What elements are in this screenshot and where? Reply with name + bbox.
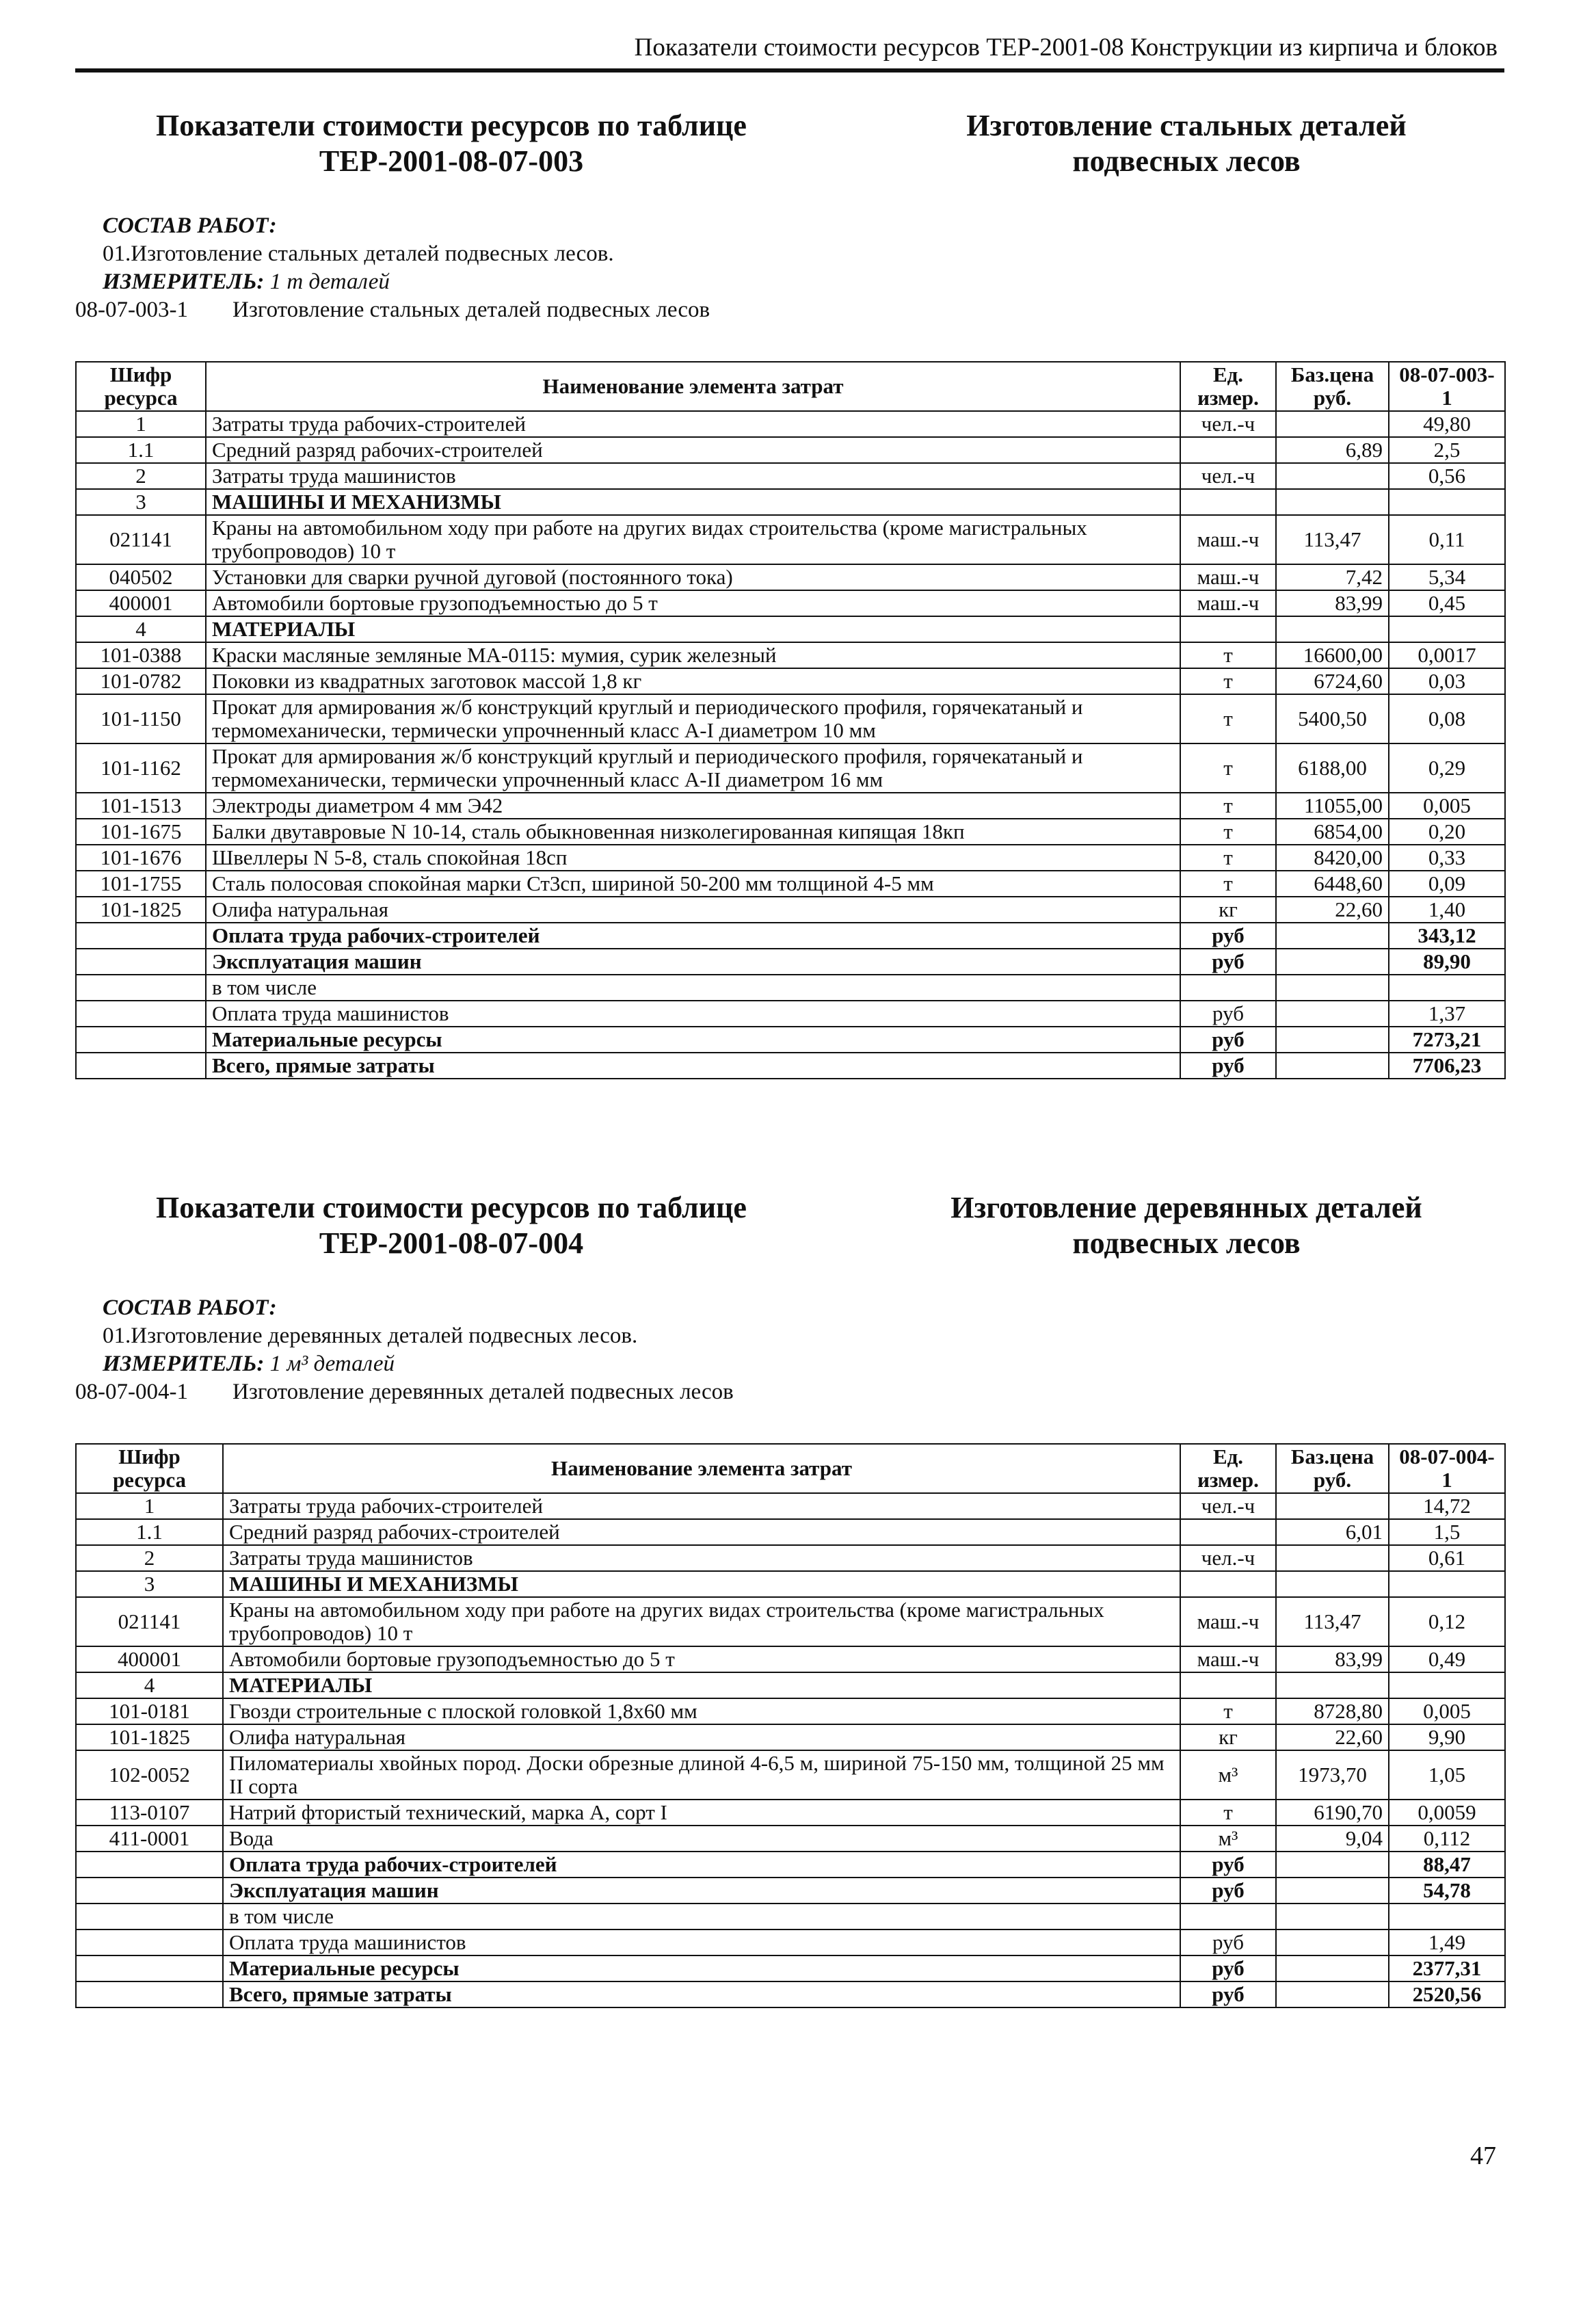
section-08-07-004	[75, 1190, 1504, 2008]
table-row: 102-0052 Пиломатериалы хвойных пород. Доски обрезные длиной 4-6,5 м, шириной 75-150 мм, толщиной 25 мм II сорта м³ 1973,70 1,05	[76, 1750, 1505, 1800]
header-rule	[75, 68, 1504, 73]
table-row: 101-1675 Балки двутавровые N 10-14, сталь обыкновенная низколегированная кипящая 18кп т 6854,00 0,20	[76, 819, 1505, 845]
section-subtitle: Изготовление стальных деталей подвесных лесов	[966, 109, 1407, 178]
summary-row: Эксплуатация машин руб 89,90	[76, 949, 1505, 975]
table-row: 101-1150 Прокат для армирования ж/б конструкций круглый и периодического профиля, горячекатаный и термомеханически, термически упрочненный класс А-I диаметром 10 мм т 5400,50 0,08	[76, 694, 1505, 743]
group-row: 3 МАШИНЫ И МЕХАНИЗМЫ	[76, 489, 1505, 515]
position-line: 08-07-004-1 Изготовление деревянных деталей подвесных лесов	[75, 1380, 734, 1404]
table-header-row	[76, 1444, 1505, 1493]
summary-row: в том числе	[76, 975, 1505, 1001]
work-composition	[75, 1294, 1504, 1406]
summary-row: Материальные ресурсы руб 2377,31	[76, 1955, 1505, 1981]
section-subtitle: Изготовление деревянных деталей подвесных лесов	[950, 1191, 1422, 1260]
table-row: 101-1825 Олифа натуральная кг 22,60 9,90	[76, 1724, 1505, 1750]
col-unit: Ед. измер.	[1180, 1444, 1276, 1493]
table-row: 1 Затраты труда рабочих-строителей чел.-ч 14,72	[76, 1493, 1505, 1519]
composition-label: СОСТАВ РАБОТ:	[103, 213, 277, 238]
table-row: 1 Затраты труда рабочих-строителей чел.-ч 49,80	[76, 411, 1505, 437]
table-row: 1.1 Средний разряд рабочих-строителей 6,01 1,5	[76, 1519, 1505, 1545]
col-code: Шифр ресурса	[76, 1444, 223, 1493]
table-row: 400001 Автомобили бортовые грузоподъемностью до 5 т маш.-ч 83,99 0,45	[76, 590, 1505, 616]
measure-line: ИЗМЕРИТЕЛЬ: 1 т деталей	[103, 269, 390, 294]
table-row: 1.1 Средний разряд рабочих-строителей 6,89 2,5	[76, 437, 1505, 463]
summary-row: Оплата труда машинистов руб 1,37	[76, 1001, 1505, 1027]
table-row: 040502 Установки для сварки ручной дуговой (постоянного тока) маш.-ч 7,42 5,34	[76, 564, 1505, 590]
col-name: Наименование элемента затрат	[206, 362, 1180, 411]
resource-table	[75, 361, 1506, 1079]
group-row: 4 МАТЕРИАЛЫ	[76, 616, 1505, 642]
table-header-row	[76, 362, 1505, 411]
resource-table	[75, 1443, 1506, 2008]
summary-row: Оплата труда рабочих-строителей руб 343,12	[76, 923, 1505, 949]
col-norm: 08-07-003-1	[1389, 362, 1505, 411]
composition-label: СОСТАВ РАБОТ:	[103, 1295, 277, 1320]
table-row: 101-0181 Гвозди строительные с плоской головкой 1,8х60 мм т 8728,80 0,005	[76, 1698, 1505, 1724]
group-row: 3 МАШИНЫ И МЕХАНИЗМЫ	[76, 1571, 1505, 1597]
table-row: 411-0001 Вода м³ 9,04 0,112	[76, 1826, 1505, 1852]
table-row: 101-0782 Поковки из квадратных заготовок массой 1,8 кг т 6724,60 0,03	[76, 668, 1505, 694]
table-row: 101-1825 Олифа натуральная кг 22,60 1,40	[76, 897, 1505, 923]
section-title: Показатели стоимости ресурсов по таблице ТЕР-2001-08-07-003	[156, 109, 747, 178]
running-header: Показатели стоимости ресурсов ТЕР-2001-08 Конструкции из кирпича и блоков	[634, 34, 1498, 62]
composition-text: 01.Изготовление стальных деталей подвесных лесов.	[103, 241, 614, 266]
summary-row: в том числе	[76, 1904, 1505, 1930]
composition-text: 01.Изготовление деревянных деталей подвесных лесов.	[103, 1323, 638, 1348]
col-name: Наименование элемента затрат	[223, 1444, 1180, 1493]
table-row: 2 Затраты труда машинистов чел.-ч 0,61	[76, 1545, 1505, 1571]
summary-row: Эксплуатация машин руб 54,78	[76, 1878, 1505, 1904]
table-row: 101-1755 Сталь полосовая спокойная марки Ст3сп, шириной 50-200 мм толщиной 4-5 мм т 6448,60 0,09	[76, 871, 1505, 897]
summary-row: Всего, прямые затраты руб 2520,56	[76, 1981, 1505, 2007]
col-norm: 08-07-004-1	[1389, 1444, 1505, 1493]
table-row: 113-0107 Натрий фтористый технический, марка А, сорт I т 6190,70 0,0059	[76, 1800, 1505, 1826]
table-row: 101-1676 Швеллеры N 5-8, сталь спокойная 18сп т 8420,00 0,33	[76, 845, 1505, 871]
measure-line: ИЗМЕРИТЕЛЬ: 1 м³ деталей	[103, 1352, 395, 1376]
table-row: 400001 Автомобили бортовые грузоподъемностью до 5 т маш.-ч 83,99 0,49	[76, 1646, 1505, 1672]
col-code: Шифр ресурса	[76, 362, 206, 411]
summary-row: Оплата труда машинистов руб 1,49	[76, 1930, 1505, 1955]
table-row: 2 Затраты труда машинистов чел.-ч 0,56	[76, 463, 1505, 489]
table-row: 101-1162 Прокат для армирования ж/б конструкций круглый и периодического профиля, горячекатаный и термомеханически, термически упрочненный класс А-II диаметром 16 мм т 6188,00 0,29	[76, 743, 1505, 793]
section-08-07-003	[75, 108, 1504, 1079]
position-line: 08-07-003-1 Изготовление стальных деталей подвесных лесов	[75, 298, 710, 322]
col-unit: Ед. измер.	[1180, 362, 1276, 411]
table-row: 101-0388 Краски масляные земляные МА-0115: мумия, сурик железный т 16600,00 0,0017	[76, 642, 1505, 668]
col-price: Баз.цена руб.	[1276, 362, 1389, 411]
section-title: Показатели стоимости ресурсов по таблице ТЕР-2001-08-07-004	[156, 1191, 747, 1260]
summary-row: Всего, прямые затраты руб 7706,23	[76, 1053, 1505, 1079]
table-row: 021141 Краны на автомобильном ходу при работе на других видах строительства (кроме магистральных трубопроводов) 10 т маш.-ч 113,47 0,11	[76, 515, 1505, 564]
table-row: 101-1513 Электроды диаметром 4 мм Э42 т 11055,00 0,005	[76, 793, 1505, 819]
page-number: 47	[1470, 2142, 1496, 2170]
col-price: Баз.цена руб.	[1276, 1444, 1389, 1493]
group-row: 4 МАТЕРИАЛЫ	[76, 1672, 1505, 1698]
work-composition	[75, 212, 1504, 324]
summary-row: Оплата труда рабочих-строителей руб 88,47	[76, 1852, 1505, 1878]
table-row: 021141 Краны на автомобильном ходу при работе на других видах строительства (кроме магистральных трубопроводов) 10 т маш.-ч 113,47 0,12	[76, 1597, 1505, 1646]
summary-row: Материальные ресурсы руб 7273,21	[76, 1027, 1505, 1053]
